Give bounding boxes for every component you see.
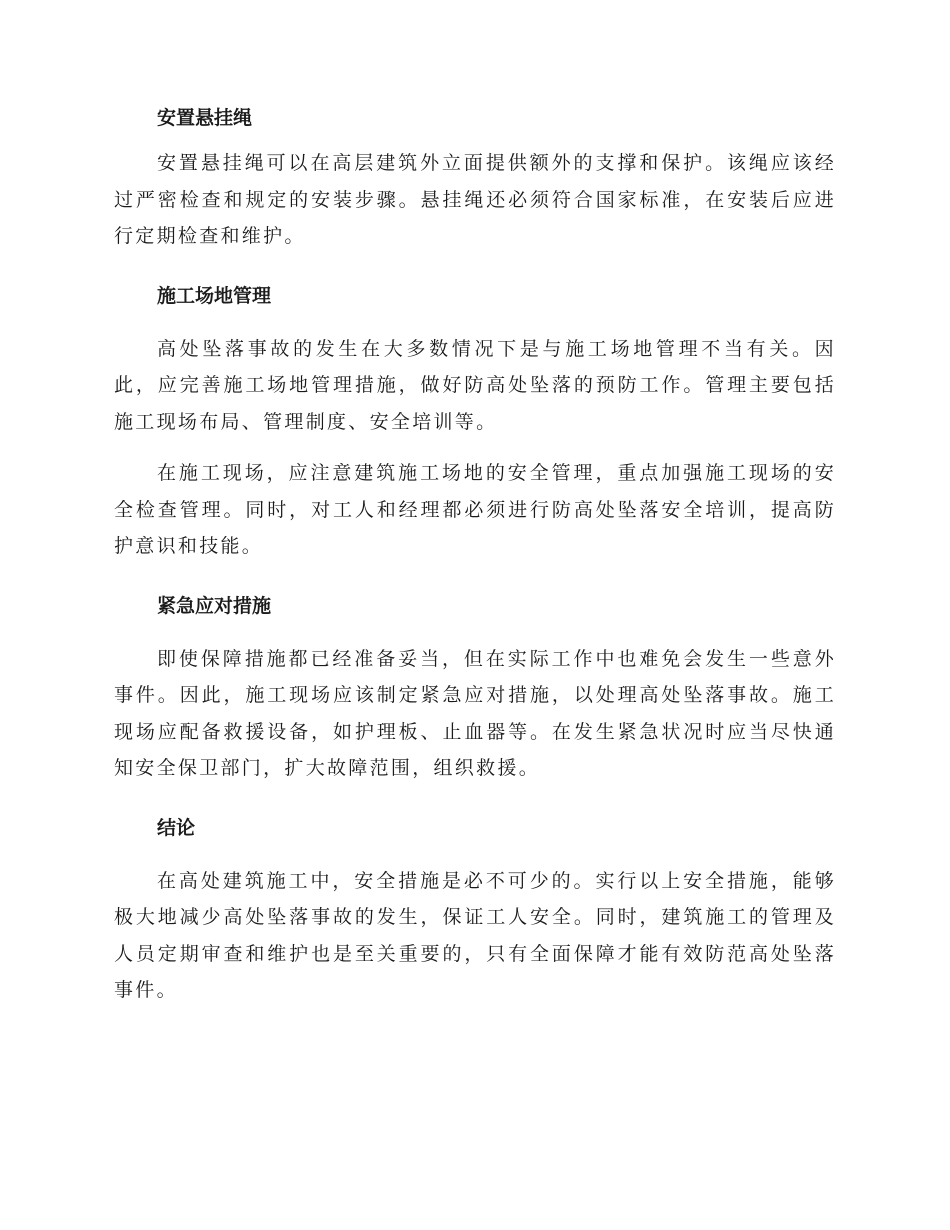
document-page — [114, 100, 836, 1009]
section-heading-site-management: 施工场地管理 — [157, 284, 272, 307]
paragraph: 安置悬挂绳可以在高层建筑外立面提供额外的支撑和保护。该绳应该经过严密检查和规定的安装步骤。悬挂绳还必须符合国家标准，在安装后应进行定期检查和维护。 — [114, 152, 836, 247]
paragraph: 在高处建筑施工中，安全措施是必不可少的。实行以上安全措施，能够极大地减少高处坠落事故的发生，保证工人安全。同时，建筑施工的管理及人员定期审查和维护也是至关重要的，只有全面保障才能有效防范高处坠落事件。 — [114, 869, 836, 1001]
section-heading-emergency-response: 紧急应对措施 — [157, 594, 272, 617]
paragraph: 即使保障措施都已经准备妥当，但在实际工作中也难免会发生一些意外事件。因此，施工现场应该制定紧急应对措施，以处理高处坠落事故。施工现场应配备救援设备，如护理板、止血器等。在发生紧急状况时应当尽快通知安全保卫部门，扩大故障范围，组织救援。 — [114, 647, 836, 779]
paragraph: 高处坠落事故的发生在大多数情况下是与施工场地管理不当有关。因此，应完善施工场地管理措施，做好防高处坠落的预防工作。管理主要包括施工现场布局、管理制度、安全培训等。 — [114, 337, 836, 433]
section-heading-suspension-rope: 安置悬挂绳 — [157, 107, 253, 129]
paragraph: 在施工现场，应注意建筑施工场地的安全管理，重点加强施工现场的安全检查管理。同时，对工人和经理都必须进行防高处坠落安全培训，提高防护意识和技能。 — [114, 462, 836, 557]
section-heading-conclusion: 结论 — [157, 816, 196, 839]
